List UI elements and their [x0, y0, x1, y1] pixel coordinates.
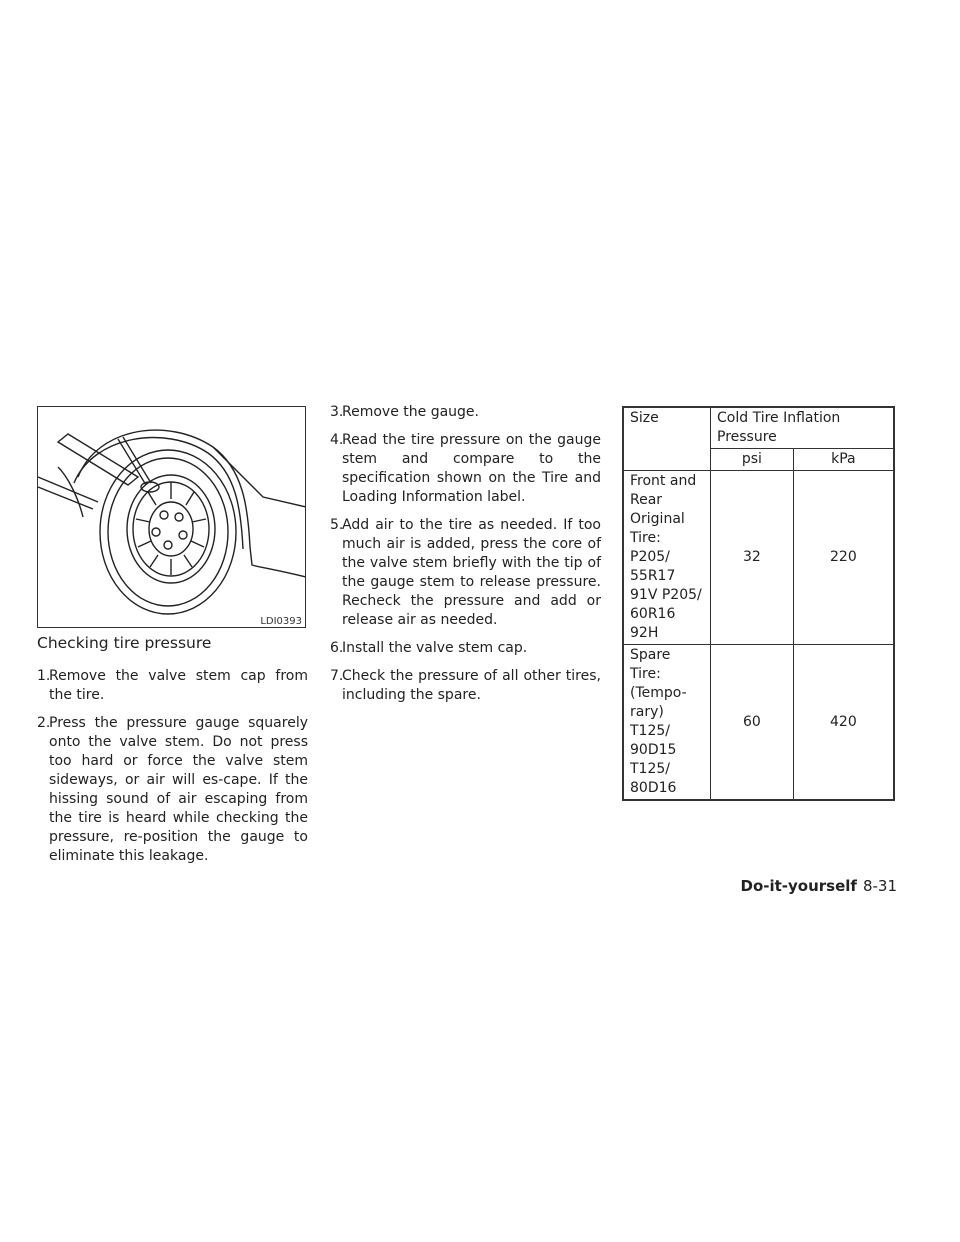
footer-section: Do-it-yourself: [740, 877, 857, 895]
steps-column-2: [330, 403, 601, 714]
header-pressure: Cold Tire Inflation Pressure: [711, 407, 895, 449]
psi-cell: 60: [711, 645, 794, 801]
step-item: 5.Add air to the tire as needed. If too much air is added, press the core of the valve stem briefly with the tip of the gauge stem to release pressure. Recheck the pressure and add or release air as needed.: [330, 517, 601, 628]
table-row: [623, 645, 894, 801]
section-title: Checking tire pressure: [37, 634, 212, 652]
step-item: 3.Remove the gauge.: [330, 404, 479, 420]
table-row: [623, 471, 894, 645]
step-item: 7.Check the pressure of all other tires, including the spare.: [330, 668, 601, 703]
size-cell: Spare Tire: (Tempo-rary) T125/ 90D15 T125/ 80D16: [623, 645, 711, 801]
step-item: 2.Press the pressure gauge squarely onto the valve stem. Do not press too hard or force the valve stem sideways, or air will es-cape. If the hissing sound of air escaping from the tire is heard while checking the pressure, re-position the gauge to eliminate this leakage.: [37, 715, 308, 864]
size-cell: Front and Rear Original Tire: P205/ 55R17 91V P205/ 60R16 92H: [623, 471, 711, 645]
step-item: 1.Remove the valve stem cap from the tire.: [37, 668, 308, 703]
step-item: 4.Read the tire pressure on the gauge stem and compare to the specification shown on the Tire and Loading Information label.: [330, 432, 601, 505]
header-size: Size: [623, 407, 711, 471]
header-kpa: kPa: [793, 449, 894, 471]
figure-code: LDI0393: [260, 616, 302, 627]
step-item: 6.Install the valve stem cap.: [330, 640, 528, 656]
page-footer: [741, 877, 898, 895]
kpa-cell: 420: [793, 645, 894, 801]
header-psi: psi: [711, 449, 794, 471]
kpa-cell: 220: [793, 471, 894, 645]
tire-pressure-table: [622, 406, 895, 801]
tire-gauge-figure: [37, 406, 306, 628]
psi-cell: 32: [711, 471, 794, 645]
tire-pressure-gauge-illustration-icon: [38, 407, 306, 628]
page-number: 8-31: [862, 877, 897, 895]
steps-column-1: [37, 667, 308, 875]
